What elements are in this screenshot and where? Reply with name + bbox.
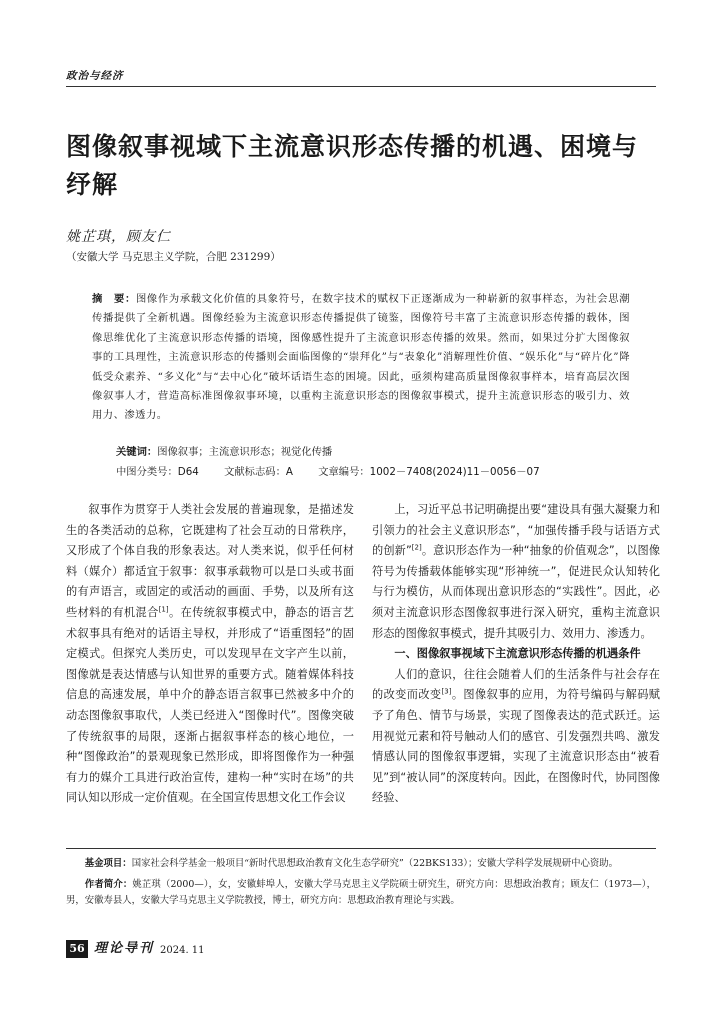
author-label: 作者简介：	[84, 878, 133, 890]
fund-text: 国家社会科学基金一般项目“新时代思想政治教育文化生态学研究”（22BKS133）；安徽大学科学发展规研中心资助。	[131, 858, 618, 869]
paragraph-text: 。在传统叙事模式中，静态的语言艺术叙事具有绝对的话语主导权，并形成了“语重图轻”的固定模式。但探究人类历史，可以发现早在文字产生以前，图像就是表达情感与认知世界的重要方式。随着媒体科技信息的高速发展，单中介的静态语言叙事已然被多中介的动态图像叙事取代，人类已经进入“图像时代”。图像突破了传统叙事的局限，逐渐占据叙事样态的核心地位，一种“图像政治”的景观现象已然形成，即将图像作为一种强有力的媒介工具进行政治宣传，建构一种“实时在场”的共同认知以形成一定价值观。在全国宣传思想文化工作会议	[66, 605, 354, 805]
article-title: 图像叙事视域下主流意识形态传播的机遇、困境与纾解	[66, 132, 639, 199]
footnote-rule	[66, 848, 656, 849]
fund-label: 基金项目：	[84, 858, 132, 869]
citation-ref[interactable]: [1]	[158, 605, 169, 614]
issue-date: 2024. 11	[160, 945, 205, 956]
authors: 姚芷琪，顾友仁	[66, 229, 171, 245]
class-number: 中图分类号：D64	[116, 466, 199, 478]
abstract-label: 摘 要：	[92, 293, 136, 305]
affiliation: （安徽大学 马克思主义学院，合肥 231299）	[66, 251, 281, 263]
author-text: 姚芷琪（2000—），女，安徽蚌埠人，安徽大学马克思主义学院硕士研究生，研究方向：思想政治教育；顾友仁（1973—），男，安徽寿县人，安徽大学马克思主义学院教授，博士，研究方向：思想政治教育理论与实践。	[66, 878, 656, 906]
citation-ref[interactable]: [2]	[411, 543, 422, 552]
footnotes	[66, 856, 656, 914]
document-code: 文献标志码：A	[224, 466, 293, 478]
paragraph	[372, 665, 660, 809]
paragraph-text: 人们的意识，往往会随着人们的生活条件与社会存在的改变而改变	[372, 667, 660, 702]
paragraph-text: 上，习近平总书记明确提出要“建设具有强大凝聚力和引领力的社会主义意识形态”，“加强传播手段与话语方式的创新”	[372, 503, 660, 558]
article-number: 文章编号：1002－7408(2024)11－0056－07	[318, 466, 540, 478]
abstract-text: 图像作为承载文化价值的具象符号，在数字技术的赋权下正逐渐成为一种崭新的叙事样态，为社会思潮传播提供了全新机遇。图像经验为主流意识形态传播提供了镜鉴，图像符号丰富了主流意识形态传播的载体，图像思维优化了主流意识形态传播的语境，图像感性提升了主流意识形态传播的效果。然而，如果过分扩大图像叙事的工具理性，主流意识形态的传播则会面临图像的“崇拜化”与“表象化”消解理性价值、“娱乐化”与“碎片化”降低受众素养、“多义化”与“去中心化”破坏话语生态的困境。因此，亟须构建高质量图像叙事样本，培育高层次图像叙事人才，营造高标准图像叙事环境，以重构主流意识形态的图像叙事模式，提升主流意识形态的吸引力、效用力、渗透力。	[92, 293, 631, 422]
body-column-left	[66, 500, 354, 809]
section-label: 政治与经济	[66, 70, 124, 82]
fund-note	[66, 856, 656, 873]
citation-ref[interactable]: [3]	[441, 687, 452, 696]
header-rule	[66, 86, 656, 87]
paragraph-text: 叙事作为贯穿于人类社会发展的普遍现象，是描述发生的各类活动的总称，它既建构了社会互动的日常秩序，又形成了个体自我的形象表达。对人类来说，似乎任何材料（媒介）都适宜于叙事：叙事承载物可以是口头或书面的有声语言，或固定的或活动的画面、手势，以及所有这些材料的有机混合	[66, 503, 354, 619]
paragraph-text: 。图像叙事的应用，为符号编码与解码赋予了角色、情节与场景，实现了图像表达的范式跃迁。运用视觉元素和符号触动人们的感官、引发强烈共鸣、激发情感认同的图像叙事逻辑，实现了主流意识形态由“被看见”到“被认同”的深度转向。因此，在图像时代，协同图像经验、	[372, 688, 660, 805]
section-heading: 一、图像叙事视域下主流意识形态传播的机遇条件	[394, 647, 641, 661]
keywords	[116, 443, 332, 458]
paragraph	[372, 500, 660, 644]
body-column-right	[372, 500, 660, 809]
abstract	[92, 290, 630, 426]
keywords-label: 关键词：	[116, 446, 158, 458]
keywords-text: 图像叙事；主流意识形态；视觉化传播	[157, 446, 333, 458]
journal-name: 理论导刊	[94, 941, 155, 956]
page-number: 56	[66, 940, 88, 958]
author-note	[66, 877, 656, 910]
paragraph-text: 。意识形态作为一种“抽象的价值观念”，以图像符号为传播载体能够实现“形神统一”，促进民众认知转化与行为模仿，从而体现出意识形态的“实践性”。因此，必须对主流意识形态图像叙事进行深入研究，重构主流意识形态的图像叙事模式，提升其吸引力、效用力、渗透力。	[372, 544, 661, 640]
classification-line	[116, 463, 562, 478]
paragraph	[66, 500, 354, 809]
